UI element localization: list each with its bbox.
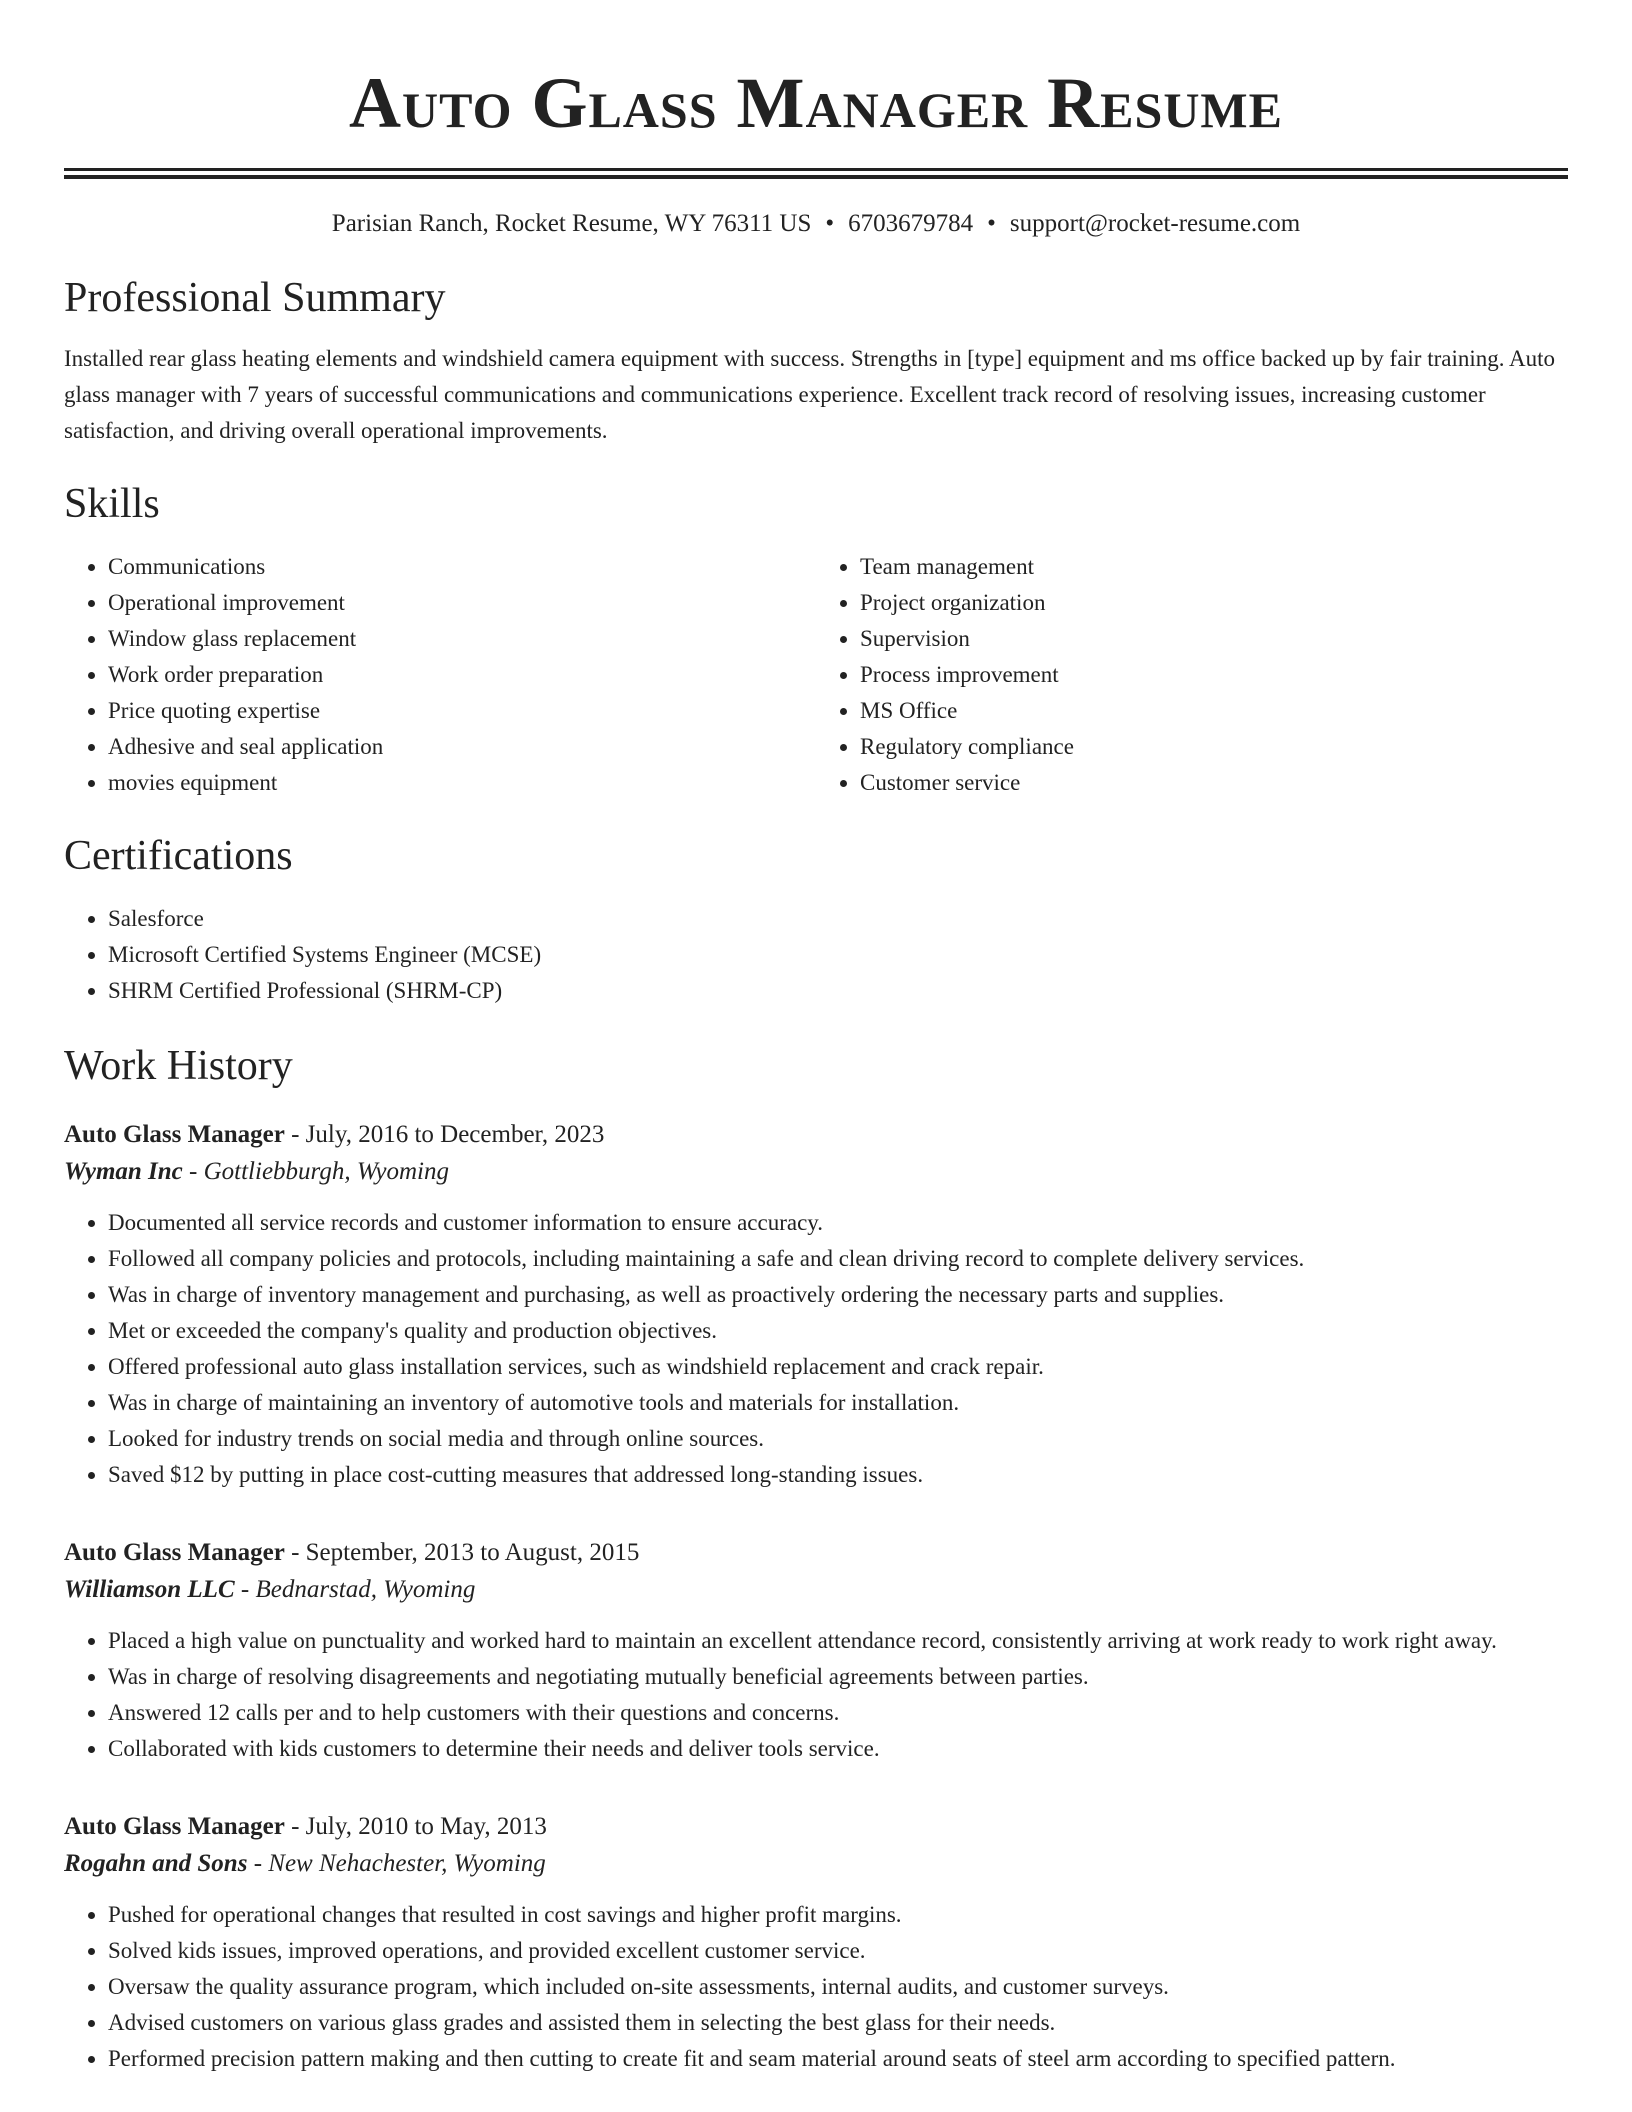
certification-item: • Salesforce [108, 901, 1568, 937]
skill-item: • Regulatory compliance [860, 729, 1568, 765]
job-dates: - September, 2013 to August, 2015 [284, 1539, 640, 1566]
job-duty: • Saved $12 by putting in place cost-cutting measures that addressed long-standing issues. [108, 1457, 1568, 1493]
job-company-line [64, 1571, 1568, 1609]
contact-separator: • [987, 210, 996, 237]
skill-item: • Window glass replacement [108, 621, 816, 657]
contact-address: Parisian Ranch, Rocket Resume, WY 76311 US [331, 210, 812, 237]
skills-columns [64, 549, 1568, 801]
job-title-line [64, 1117, 1568, 1153]
job-title: Auto Glass Manager [64, 1539, 285, 1566]
job-duty: • Performed precision pattern making and then cutting to create fit and seam material around seats of steel arm according to specified pattern. [108, 2041, 1568, 2077]
certification-item: • SHRM Certified Professional (SHRM-CP) [108, 973, 1568, 1009]
job-duties-list [64, 1623, 1568, 1767]
title-divider [64, 168, 1568, 171]
job-company-line [64, 1845, 1568, 1883]
job-location: - New Nehachester, Wyoming [247, 1850, 546, 1877]
contact-phone: 6703679784 [848, 210, 974, 237]
skills-list-left [64, 549, 816, 801]
job-duty: • Oversaw the quality assurance program, which included on-site assessments, internal audits, and customer surveys. [108, 1969, 1568, 2005]
skill-item: • Communications [108, 549, 816, 585]
skill-item: • Process improvement [860, 657, 1568, 693]
job-location: - Gottliebburgh, Wyoming [182, 1158, 449, 1185]
job-duty: • Documented all service records and customer information to ensure accuracy. [108, 1205, 1568, 1241]
job-duty: • Solved kids issues, improved operations, and provided excellent customer service. [108, 1933, 1568, 1969]
skill-item: • Customer service [860, 765, 1568, 801]
skills-list-right [816, 549, 1568, 801]
job-company: Williamson LLC [64, 1576, 235, 1603]
job-title: Auto Glass Manager [64, 1813, 285, 1840]
job-duty: • Pushed for operational changes that resulted in cost savings and higher profit margins. [108, 1897, 1568, 1933]
skill-item: • Operational improvement [108, 585, 816, 621]
job-title-line [64, 1809, 1568, 1845]
resume-title: Auto Glass Manager Resume [349, 63, 1283, 143]
skill-item: • Project organization [860, 585, 1568, 621]
job-duty: • Met or exceeded the company's quality and production objectives. [108, 1313, 1568, 1349]
resume-page [64, 0, 1568, 2077]
certifications-heading: Certifications [64, 833, 293, 879]
job-duty: • Was in charge of maintaining an inventory of automotive tools and materials for installation. [108, 1385, 1568, 1421]
summary-heading: Professional Summary [64, 275, 446, 321]
certifications-list [64, 901, 1568, 1009]
job-dates: - July, 2016 to December, 2023 [284, 1121, 605, 1148]
summary-text: Installed rear glass heating elements and windshield camera equipment with success. Strengths in [type] equipment and ms office backed up by fair training. Auto glass manager with 7 years of successful communications and communications experience. Excellent track record of resolving issues, increasing customer satisfaction, and driving overall operational improvements. [64, 346, 1555, 443]
job-company: Wyman Inc [64, 1158, 183, 1185]
job-duties-list [64, 1897, 1568, 2077]
certification-item: • Microsoft Certified Systems Engineer (MCSE) [108, 937, 1568, 973]
work-history-heading: Work History [64, 1043, 293, 1089]
skill-item: • Supervision [860, 621, 1568, 657]
job-duty: • Was in charge of resolving disagreements and negotiating mutually beneficial agreements between parties. [108, 1659, 1568, 1695]
skill-item: • Adhesive and seal application [108, 729, 816, 765]
job-title-line [64, 1535, 1568, 1571]
job-location: - Bednarstad, Wyoming [234, 1576, 476, 1603]
job-entry [64, 1535, 1568, 1767]
job-duty: • Placed a high value on punctuality and worked hard to maintain an excellent attendance record, consistently arriving at work ready to work right away. [108, 1623, 1568, 1659]
job-duty: • Looked for industry trends on social media and through online sources. [108, 1421, 1568, 1457]
job-duties-list [64, 1205, 1568, 1493]
skill-item: • Price quoting expertise [108, 693, 816, 729]
job-entry [64, 1809, 1568, 2077]
job-company-line [64, 1153, 1568, 1191]
skill-item: • movies equipment [108, 765, 816, 801]
contact-email: support@rocket-resume.com [1009, 210, 1301, 237]
contact-line [64, 207, 1568, 241]
skill-item: • Work order preparation [108, 657, 816, 693]
job-company: Rogahn and Sons [64, 1850, 248, 1877]
skill-item: • Team management [860, 549, 1568, 585]
job-dates: - July, 2010 to May, 2013 [284, 1813, 547, 1840]
job-title: Auto Glass Manager [64, 1121, 285, 1148]
skills-heading: Skills [64, 481, 160, 527]
job-duty: • Followed all company policies and protocols, including maintaining a safe and clean driving record to complete delivery services. [108, 1241, 1568, 1277]
job-duty: • Collaborated with kids customers to determine their needs and deliver tools service. [108, 1731, 1568, 1767]
job-duty: • Offered professional auto glass installation services, such as windshield replacement and crack repair. [108, 1349, 1568, 1385]
contact-separator: • [825, 210, 835, 237]
skill-item: • MS Office [860, 693, 1568, 729]
job-duty: • Was in charge of inventory management and purchasing, as well as proactively ordering the necessary parts and supplies. [108, 1277, 1568, 1313]
job-duty: • Answered 12 calls per and to help customers with their questions and concerns. [108, 1695, 1568, 1731]
job-duty: • Advised customers on various glass grades and assisted them in selecting the best glass for their needs. [108, 2005, 1568, 2041]
job-entry [64, 1117, 1568, 1493]
